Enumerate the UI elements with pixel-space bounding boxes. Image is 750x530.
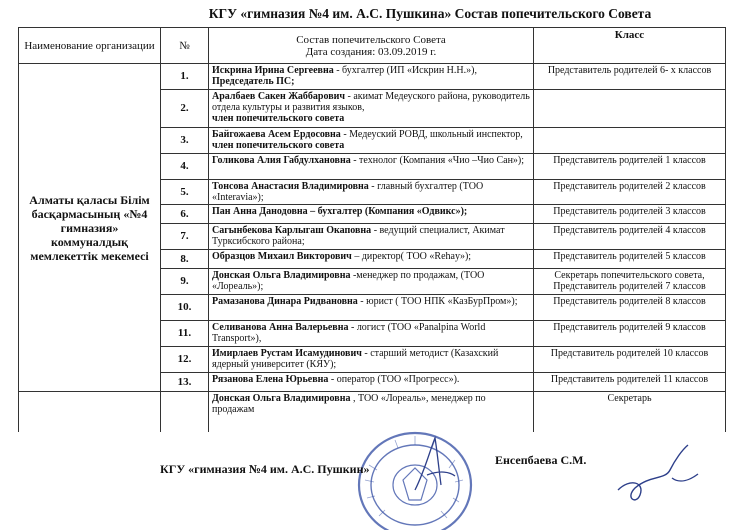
- class-cell: Представитель родителей 10 классов: [534, 347, 726, 373]
- member-position: - технолог (Компания «Чио –Чио Сан»);: [353, 155, 525, 166]
- class-cell: [534, 90, 726, 128]
- row-number: 5.: [161, 180, 209, 205]
- signature-director: [610, 440, 705, 515]
- member-cell: [209, 154, 534, 180]
- member-cell: [209, 347, 534, 373]
- row-number: 9.: [161, 269, 209, 295]
- row-number: [161, 392, 209, 432]
- empty-org-cell: [19, 392, 161, 432]
- header-org: Наименование организации: [19, 28, 161, 64]
- member-role: Председатель ПС;: [212, 76, 295, 87]
- member-position: - главный бухгалтер (ТОО «Interavia»);: [212, 181, 484, 203]
- class-cell: [534, 128, 726, 154]
- member-role: член попечительского совета: [212, 113, 345, 124]
- member-name: Образцов Михаил Викторович: [212, 251, 352, 262]
- class-cell: Представитель родителей 3 классов: [534, 205, 726, 224]
- row-number: 7.: [161, 224, 209, 250]
- member-name: Тонсова Анастасия Владимировна: [212, 181, 369, 192]
- member-role: член попечительского совета: [212, 140, 345, 151]
- class-cell: Представитель родителей 8 классов: [534, 295, 726, 321]
- member-cell: [209, 295, 534, 321]
- class-cell: Секретарь попечительского совета, Представитель родителей 7 классов: [534, 269, 726, 295]
- row-number: 2.: [161, 90, 209, 128]
- header-composition-title: Состав попечительского Совета: [296, 33, 446, 46]
- class-cell: Представитель родителей 6- х классов: [534, 64, 726, 90]
- class-cell: Представитель родителей 2 классов: [534, 180, 726, 205]
- row-number: 8.: [161, 250, 209, 269]
- row-number: 3.: [161, 128, 209, 154]
- member-name: Донская Ольга Владимировна: [212, 270, 351, 281]
- member-position: – директор( ТОО «Rehay»);: [354, 251, 472, 262]
- member-name: Рязанова Елена Юрьевна: [212, 374, 329, 385]
- row-number: 6.: [161, 205, 209, 224]
- signature-mark-1: [405, 430, 465, 500]
- member-cell: [209, 90, 534, 128]
- member-position: - бухгалтер (ИП «Искрин Н.Н.»),: [336, 65, 477, 76]
- member-name: Сагынбекова Карлыгаш Окаповна: [212, 225, 372, 236]
- board-table: [18, 27, 726, 432]
- row-number: 4.: [161, 154, 209, 180]
- member-name: Искрина Ирина Сергеевна: [212, 65, 334, 76]
- table-row: [19, 64, 726, 90]
- member-position: - оператор (ТОО «Прогресс»).: [330, 374, 460, 385]
- member-cell: [209, 269, 534, 295]
- member-position: - логист (ТОО «Panalpina World Transport»),: [212, 322, 486, 344]
- row-number: 12.: [161, 347, 209, 373]
- member-cell: [209, 205, 534, 224]
- member-cell: [209, 180, 534, 205]
- member-cell: [209, 373, 534, 392]
- row-number: 11.: [161, 321, 209, 347]
- header-num: №: [161, 28, 209, 64]
- class-cell: Представитель родителей 4 классов: [534, 224, 726, 250]
- document-title: КГУ «гимназия №4 им. А.С. Пушкина» Состав попечительского Совета: [208, 6, 652, 21]
- member-position: - старший методист (Казахский ядерный университет (КЯУ);: [212, 348, 499, 370]
- member-position: - ведущий специалист, Акимат Турксибского района;: [212, 225, 505, 247]
- member-cell: [209, 224, 534, 250]
- organization-cell: Алматы қаласы Білім басқармасының «№4 гимназия» коммуналдық мемлекеттік мекемесі: [19, 64, 161, 392]
- member-position: -менеджер по продажам, (ТОО «Лореаль»);: [212, 270, 485, 292]
- member-name: Аралбаев Сакен Жаббарович: [212, 91, 346, 102]
- header-date: Дата создания: 03.09.2019 г.: [305, 45, 437, 58]
- member-cell: [209, 128, 534, 154]
- member-position: - Медеуский РОВД, школьный инспектор,: [343, 129, 523, 140]
- member-cell: [209, 321, 534, 347]
- footer-signatory: Енсепбаева С.М.: [495, 453, 587, 467]
- member-name: Селиванова Анна Валерьевна: [212, 322, 349, 333]
- footer-organization: КГУ «гимназия №4 им. А.С. Пушкин»: [160, 462, 370, 476]
- member-name: Байгожаева Асем Ердосовна: [212, 129, 341, 140]
- class-cell: Секретарь: [534, 392, 726, 432]
- header-class: Класс: [534, 28, 726, 64]
- member-name: Имирлаев Рустам Исамудинович: [212, 348, 362, 359]
- member-cell: [209, 64, 534, 90]
- member-name: Донская Ольга Владимировна: [212, 393, 351, 404]
- row-number: 1.: [161, 64, 209, 90]
- member-name: Рамазанова Динара Ридвановна: [212, 296, 358, 307]
- header-composition: [209, 28, 534, 64]
- row-number: 10.: [161, 295, 209, 321]
- member-position: , ТОО «Лореаль», менеджер по продажам: [212, 393, 486, 415]
- member-cell: [209, 250, 534, 269]
- class-cell: Представитель родителей 9 классов: [534, 321, 726, 347]
- class-cell: Представитель родителей 1 классов: [534, 154, 726, 180]
- class-cell: Представитель родителей 11 классов: [534, 373, 726, 392]
- class-cell: Представитель родителей 5 классов: [534, 250, 726, 269]
- member-position: - юрист ( ТОО НПК «КазБурПром»);: [360, 296, 518, 307]
- member-position: - акимат Медеуского района, руководитель отдела культуры и развития языков,: [212, 91, 530, 113]
- member-name: Пан Анна Данодовна – бухгалтер (Компания «Одвикс»);: [212, 206, 468, 217]
- row-number: 13.: [161, 373, 209, 392]
- member-name: Голикова Алия Габдулхановна: [212, 155, 351, 166]
